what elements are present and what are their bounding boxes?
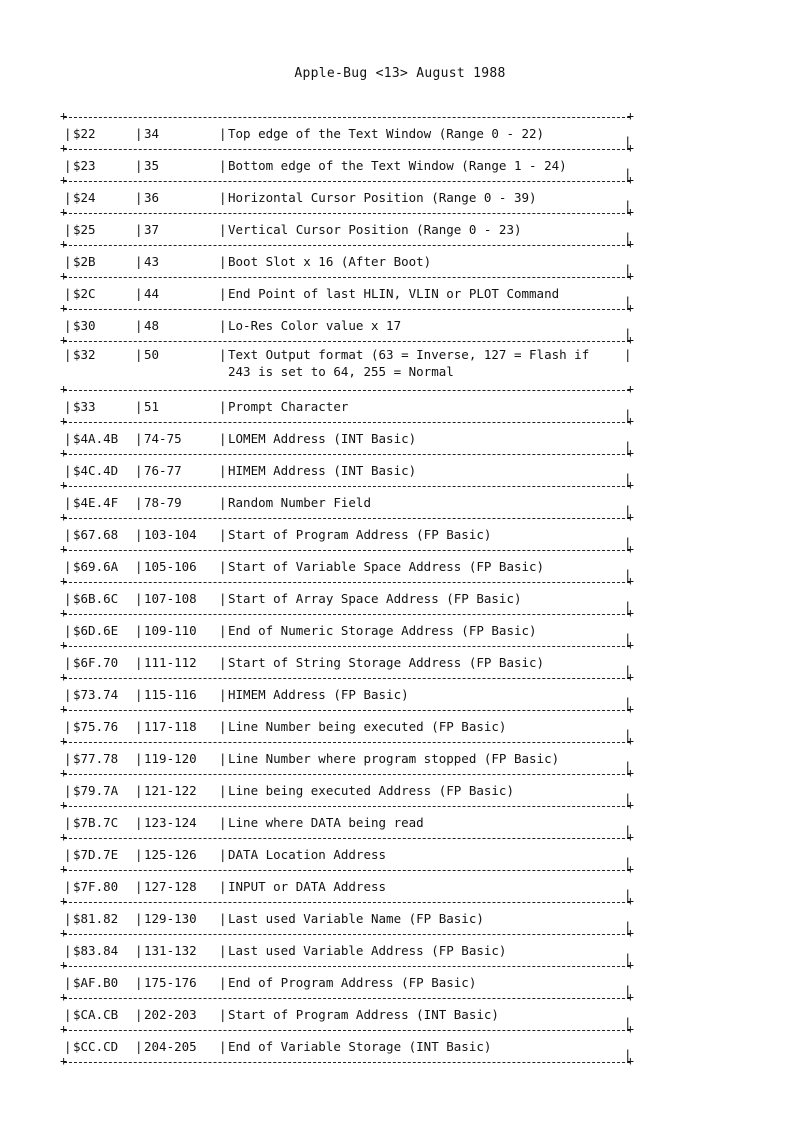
decimal-address-cell: | 44: [135, 286, 219, 301]
description-cell: [219, 222, 626, 237]
decimal-address-cell: | 121-122: [135, 783, 219, 798]
description-text: Start of Program Address (INT Basic): [228, 1007, 499, 1022]
table-row: [64, 118, 630, 149]
hex-address-cell: | $33: [64, 399, 135, 414]
hex-address-cell: | $6B.6C: [64, 591, 135, 606]
hex-address-cell: | $77.78: [64, 751, 135, 766]
hex-address-cell: | $6F.70: [64, 655, 135, 670]
hex-address-cell: | $CC.CD: [64, 1039, 135, 1054]
decimal-address-cell: | 125-126: [135, 847, 219, 862]
hex-address-cell: | $73.74: [64, 687, 135, 702]
table-row: [64, 903, 630, 934]
description-cell: [219, 751, 626, 766]
table-row: [64, 455, 630, 486]
description-cell: [219, 399, 626, 414]
decimal-address-cell: | 36: [135, 190, 219, 205]
table-row: [64, 775, 630, 806]
decimal-address-cell: | 78-79: [135, 495, 219, 510]
decimal-address-cell: | 202-203: [135, 1007, 219, 1022]
table-row: [64, 246, 630, 277]
table-row: [64, 278, 630, 309]
description-text: Line being executed Address (FP Basic): [228, 783, 514, 798]
description-text: End Point of last HLIN, VLIN or PLOT Command: [228, 286, 560, 301]
hex-address-cell: | $2C: [64, 286, 135, 301]
description-cell: [219, 286, 626, 301]
table-rule: [64, 341, 630, 342]
description-text: HIMEM Address (INT Basic): [228, 463, 417, 478]
decimal-address-cell: | 35: [135, 158, 219, 173]
hex-address-cell: | $23: [64, 158, 135, 173]
table-row: [64, 615, 630, 646]
description-cell: [219, 254, 626, 269]
description-cell: [219, 431, 626, 446]
table-rule: [64, 213, 630, 214]
description-cell: [219, 591, 626, 606]
table-row: [64, 871, 630, 902]
description-text: Last used Variable Address (FP Basic): [228, 943, 507, 958]
table-row: [64, 391, 630, 422]
decimal-address-cell: | 43: [135, 254, 219, 269]
description-text: Start of Variable Space Address (FP Basic): [228, 559, 545, 574]
hex-address-cell: | $7B.7C: [64, 815, 135, 830]
description-text: LOMEM Address (INT Basic): [228, 431, 417, 446]
description-cell: [219, 559, 626, 574]
table-row: [64, 551, 630, 582]
decimal-address-cell: | 115-116: [135, 687, 219, 702]
decimal-address-cell: | 204-205: [135, 1039, 219, 1054]
description-text: Top edge of the Text Window (Range 0 - 22): [228, 126, 545, 141]
description-text: Horizontal Cursor Position (Range 0 - 39): [228, 190, 537, 205]
table-rule: [64, 1062, 630, 1063]
description-text: INPUT or DATA Address: [228, 879, 387, 894]
table-rule: [64, 646, 630, 647]
table-row: [64, 519, 630, 550]
table-row: [64, 310, 630, 341]
table-row: [64, 807, 630, 838]
table-row: [64, 999, 630, 1030]
description-cell: [219, 623, 626, 638]
hex-address-cell: | $CA.CB: [64, 1007, 135, 1022]
table-rule: [64, 486, 630, 487]
table-rule: [64, 806, 630, 807]
description-text-line2: 243 is set to 64, 255 = Normal: [228, 364, 454, 379]
description-text: Lo-Res Color value x 17: [228, 318, 402, 333]
description-text: End of Numeric Storage Address (FP Basic): [228, 623, 537, 638]
description-cell: [219, 655, 626, 670]
table-row: [64, 182, 630, 213]
description-cell: [219, 347, 626, 379]
hex-address-cell: | $75.76: [64, 719, 135, 734]
description-text: Line Number being executed (FP Basic): [228, 719, 507, 734]
decimal-address-cell: | 107-108: [135, 591, 219, 606]
description-cell: [219, 911, 626, 926]
table-rule: [64, 422, 630, 423]
table-rule: [64, 902, 630, 903]
table-rule: [64, 998, 630, 999]
description-text: Boot Slot x 16 (After Boot): [228, 254, 432, 269]
hex-address-cell: | $69.6A: [64, 559, 135, 574]
hex-address-cell: | $4E.4F: [64, 495, 135, 510]
description-text: Last used Variable Name (FP Basic): [228, 911, 484, 926]
description-text: Line Number where program stopped (FP Basic): [228, 751, 560, 766]
description-cell: [219, 318, 626, 333]
decimal-address-cell: | 48: [135, 318, 219, 333]
hex-address-cell: | $4A.4B: [64, 431, 135, 446]
description-cell: [219, 719, 626, 734]
decimal-address-cell: | 109-110: [135, 623, 219, 638]
description-text: HIMEM Address (FP Basic): [228, 687, 409, 702]
decimal-address-cell: | 111-112: [135, 655, 219, 670]
decimal-address-cell: | 51: [135, 399, 219, 414]
description-cell: [219, 943, 626, 958]
table-row: [64, 1031, 630, 1062]
decimal-address-cell: | 103-104: [135, 527, 219, 542]
hex-address-cell: | $67.68: [64, 527, 135, 542]
hex-address-cell: | $83.84: [64, 943, 135, 958]
table-row: [64, 583, 630, 614]
hex-address-cell: | $4C.4D: [64, 463, 135, 478]
decimal-address-cell: | 119-120: [135, 751, 219, 766]
decimal-address-cell: | 37: [135, 222, 219, 237]
description-text: Line where DATA being read: [228, 815, 424, 830]
description-cell: [219, 463, 626, 478]
decimal-address-cell: | 74-75: [135, 431, 219, 446]
table-rule: [64, 870, 630, 871]
description-cell: [219, 527, 626, 542]
table-row: [64, 711, 630, 742]
table-row: [64, 214, 630, 245]
table-rule: [64, 117, 630, 118]
decimal-address-cell: | 123-124: [135, 815, 219, 830]
description-cell: [219, 190, 626, 205]
hex-address-cell: | $30: [64, 318, 135, 333]
hex-address-cell: | $2B: [64, 254, 135, 269]
description-text: Start of Array Space Address (FP Basic): [228, 591, 522, 606]
table-rule: [64, 1030, 630, 1031]
table-rule: [64, 742, 630, 743]
decimal-address-cell: | 76-77: [135, 463, 219, 478]
table-row: [64, 647, 630, 678]
table-row: [64, 839, 630, 870]
description-text: Text Output format (63 = Inverse, 127 = Flash if: [228, 347, 590, 362]
table-rule: [64, 245, 630, 246]
description-text: Random Number Field: [228, 495, 371, 510]
description-cell: [219, 783, 626, 798]
table-rule: [64, 390, 630, 391]
description-cell: [219, 847, 626, 862]
table-rule: [64, 149, 630, 150]
hex-address-cell: | $7F.80: [64, 879, 135, 894]
decimal-address-cell: | 34: [135, 126, 219, 141]
description-text: End of Program Address (FP Basic): [228, 975, 477, 990]
decimal-address-cell: | 105-106: [135, 559, 219, 574]
description-text: Prompt Character: [228, 399, 349, 414]
hex-address-cell: | $24: [64, 190, 135, 205]
table-rule: [64, 277, 630, 278]
description-cell: [219, 975, 626, 990]
table-rule: [64, 774, 630, 775]
table-row: [64, 150, 630, 181]
zero-page-table: [64, 117, 630, 1063]
hex-address-cell: | $7D.7E: [64, 847, 135, 862]
table-row: [64, 342, 630, 390]
table-rule: [64, 614, 630, 615]
description-text: Vertical Cursor Position (Range 0 - 23): [228, 222, 522, 237]
table-rule: [64, 309, 630, 310]
description-cell: [219, 879, 626, 894]
table-rule: [64, 582, 630, 583]
description-cell: [219, 126, 626, 141]
page-header: Apple-Bug <13> August 1988: [294, 66, 506, 81]
description-cell: [219, 1007, 626, 1022]
decimal-address-cell: | 131-132: [135, 943, 219, 958]
hex-address-cell: | $22: [64, 126, 135, 141]
description-cell: [219, 1039, 626, 1054]
description-cell: [219, 158, 626, 173]
table-row: [64, 487, 630, 518]
table-rule: [64, 934, 630, 935]
table-rule: [64, 710, 630, 711]
table-row: [64, 423, 630, 454]
decimal-address-cell: | 117-118: [135, 719, 219, 734]
description-cell: [219, 495, 626, 510]
description-text: DATA Location Address: [228, 847, 387, 862]
decimal-address-cell: | 127-128: [135, 879, 219, 894]
description-text: Start of String Storage Address (FP Basic): [228, 655, 545, 670]
description-cell: [219, 687, 626, 702]
hex-address-cell: | $79.7A: [64, 783, 135, 798]
hex-address-cell: | $32: [64, 347, 135, 362]
description-text: End of Variable Storage (INT Basic): [228, 1039, 492, 1054]
table-rule: [64, 181, 630, 182]
table-rule: [64, 518, 630, 519]
table-row: [64, 679, 630, 710]
table-rule: [64, 550, 630, 551]
hex-address-cell: | $AF.B0: [64, 975, 135, 990]
description-cell: [219, 815, 626, 830]
decimal-address-cell: | 129-130: [135, 911, 219, 926]
table-rule: [64, 678, 630, 679]
hex-address-cell: | $81.82: [64, 911, 135, 926]
hex-address-cell: | $6D.6E: [64, 623, 135, 638]
table-rule: [64, 454, 630, 455]
table-rule: [64, 838, 630, 839]
description-text: Bottom edge of the Text Window (Range 1 - 24): [228, 158, 567, 173]
table-rule: [64, 966, 630, 967]
table-row: [64, 935, 630, 966]
hex-address-cell: | $25: [64, 222, 135, 237]
decimal-address-cell: | 50: [135, 347, 219, 362]
table-row: [64, 743, 630, 774]
table-row: [64, 967, 630, 998]
description-text: Start of Program Address (FP Basic): [228, 527, 492, 542]
decimal-address-cell: | 175-176: [135, 975, 219, 990]
